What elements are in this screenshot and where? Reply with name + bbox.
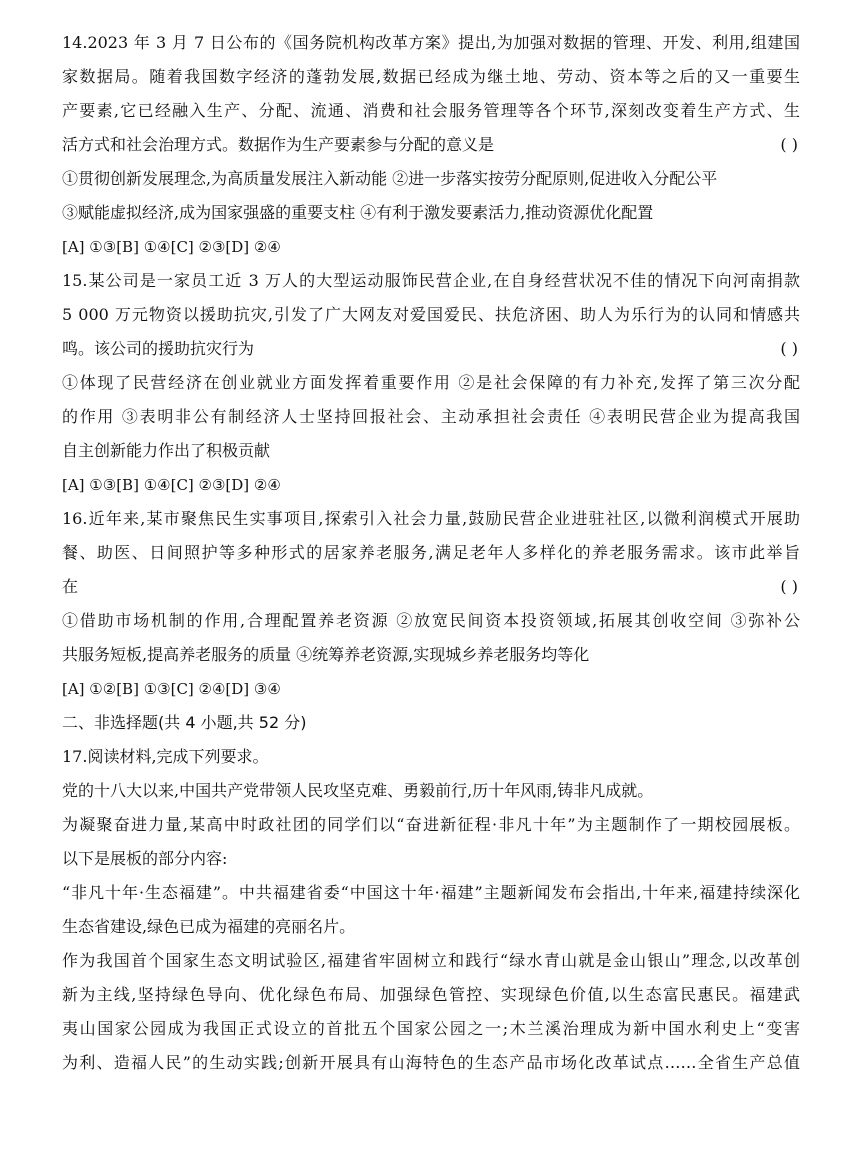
- q14-stem-line-4: 活方式和社会治理方式。数据作为生产要素参与分配的意义是: [62, 135, 495, 154]
- q16-options: [A] ①②[B] ①③[C] ②④[D] ③④: [62, 680, 281, 698]
- q16-stem-line-2: 餐、助医、日间照护等多种形式的居家养老服务,满足老年人多样化的养老服务需求。该市此举旨: [62, 543, 800, 562]
- q17-material-line-2: 为凝聚奋进力量,某高中时政社团的同学们以“奋进新征程·非凡十年”为主题制作了一期校园展板。: [62, 815, 800, 834]
- q15-stem-last-row: [62, 332, 800, 366]
- q15-statements-line-2: 的作用 ③表明非公有制经济人士坚持回报社会、主动承担社会责任 ④表明民营企业为提高我国: [62, 407, 800, 426]
- q14-statements-line-1: ①贯彻创新发展理念,为高质量发展注入新动能 ②进一步落实按劳分配原则,促进收入分配公平: [62, 169, 718, 188]
- q15-answer-blank: ( ): [780, 339, 798, 358]
- q17-material-line-7: 新为主线,坚持绿色导向、优化绿色布局、加强绿色管控、实现绿色价值,以生态富民惠民。福建武: [62, 985, 800, 1004]
- q14-statements-line-2: ③赋能虚拟经济,成为国家强盛的重要支柱 ④有利于激发要素活力,推动资源优化配置: [62, 203, 654, 222]
- document-page: [62, 26, 800, 1080]
- q14-stem-line-2: 家数据局。随着我国数字经济的蓬勃发展,数据已经成为继土地、劳动、资本等之后的又一重要生: [62, 67, 800, 86]
- q16-stem-line-1: 16.近年来,某市聚焦民生实事项目,探索引入社会力量,鼓励民营企业进驻社区,以微利润模式开展助: [62, 509, 800, 528]
- q17-stem: 17.阅读材料,完成下列要求。: [62, 747, 269, 766]
- q15-stem-line-1: 15.某公司是一家员工近 3 万人的大型运动服饰民营企业,在自身经营状况不佳的情况下向河南捐款: [62, 271, 800, 290]
- section-heading: 二、非选择题(共 4 小题,共 52 分): [62, 713, 307, 732]
- q14-options: [A] ①③[B] ①④[C] ②③[D] ②④: [62, 238, 281, 256]
- q16-statements-line-2: 共服务短板,提高养老服务的质量 ④统筹养老资源,实现城乡养老服务均等化: [62, 645, 590, 664]
- question-14: [62, 26, 800, 264]
- q17-material-line-8: 夷山国家公园成为我国正式设立的首批五个国家公园之一;木兰溪治理成为新中国水利史上“变害: [62, 1019, 800, 1038]
- q14-stem-last-row: [62, 128, 800, 162]
- q16-stem-line-3: 在: [62, 577, 79, 596]
- q14-answer-blank: ( ): [780, 135, 798, 154]
- q17-material-line-9: 为利、造福人民”的生动实践;创新开展具有山海特色的生态产品市场化改革试点……全省生产总值: [62, 1053, 800, 1072]
- q17-material-line-6: 作为我国首个国家生态文明试验区,福建省牢固树立和践行“绿水青山就是金山银山”理念,以改革创: [62, 951, 800, 970]
- question-16: [62, 502, 800, 706]
- q17-material-line-5: 生态省建设,绿色已成为福建的亮丽名片。: [62, 917, 356, 936]
- q14-stem-line-1: 14.2023 年 3 月 7 日公布的《国务院机构改革方案》提出,为加强对数据的管理、开发、利用,组建国: [62, 33, 800, 52]
- q15-stem-line-3: 鸣。该公司的援助抗灾行为: [62, 339, 255, 358]
- question-15: [62, 264, 800, 502]
- q14-stem-line-3: 产要素,它已经融入生产、分配、流通、消费和社会服务管理等各个环节,深刻改变着生产方式、生: [62, 101, 800, 120]
- q15-statements-line-3: 自主创新能力作出了积极贡献: [62, 441, 271, 460]
- q15-options: [A] ①③[B] ①④[C] ②③[D] ②④: [62, 476, 281, 494]
- q16-stem-last-row: [62, 570, 800, 604]
- q16-answer-blank: ( ): [780, 577, 798, 596]
- q15-statements-line-1: ①体现了民营经济在创业就业方面发挥着重要作用 ②是社会保障的有力补充,发挥了第三次分配: [62, 373, 800, 392]
- q15-stem-line-2: 5 000 万元物资以援助抗灾,引发了广大网友对爱国爱民、扶危济困、助人为乐行为的认同和情感共: [62, 305, 800, 324]
- question-17: [62, 740, 800, 1080]
- q16-statements-line-1: ①借助市场机制的作用,合理配置养老资源 ②放宽民间资本投资领域,拓展其创收空间 ③弥补公: [62, 611, 800, 630]
- q17-material-line-1: 党的十八大以来,中国共产党带领人民攻坚克难、勇毅前行,历十年风雨,铸非凡成就。: [62, 781, 654, 800]
- q17-material-line-3: 以下是展板的部分内容:: [62, 849, 228, 868]
- q17-material-line-4: “非凡十年·生态福建”。中共福建省委“中国这十年·福建”主题新闻发布会指出,十年来,福建持续深化: [62, 883, 800, 902]
